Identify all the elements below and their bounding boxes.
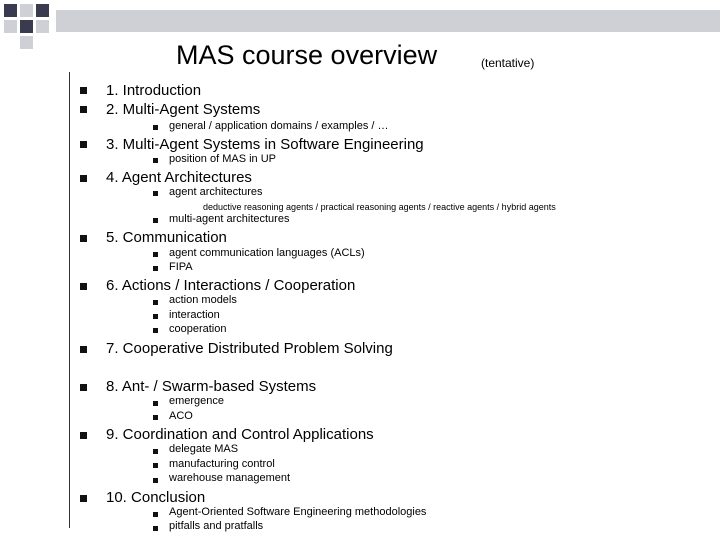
subtopic-item: delegate MAS — [169, 443, 239, 455]
topic-item: 9. Coordination and Control Applications — [106, 426, 374, 443]
topic-item: 10. Conclusion — [106, 489, 206, 506]
sub-bullet-icon — [153, 449, 158, 454]
sub-bullet-icon — [153, 252, 158, 257]
bullet-icon — [80, 495, 87, 502]
sub-bullet-icon — [153, 158, 158, 163]
sub-bullet-icon — [153, 191, 158, 196]
sub-bullet-icon — [153, 401, 158, 406]
subtopic-item: position of MAS in UP — [169, 153, 276, 165]
subtopic-item: emergence — [169, 395, 225, 407]
sub-bullet-icon — [153, 478, 158, 483]
sub-bullet-icon — [153, 314, 158, 319]
bullet-icon — [80, 432, 87, 439]
subtopic-item: cooperation — [169, 323, 227, 335]
topic-item: 8. Ant- / Swarm-based Systems — [106, 378, 317, 395]
subtopic-item: ACO — [169, 410, 193, 422]
sub-bullet-icon — [153, 266, 158, 271]
topic-item: 4. Agent Architectures — [106, 169, 252, 186]
decor-square — [36, 20, 49, 33]
subtopic-item: interaction — [169, 309, 220, 321]
subtopic-item: agent communication languages (ACLs) — [169, 247, 365, 259]
bullet-icon — [80, 106, 87, 113]
subtopic-item: agent architectures — [169, 186, 263, 198]
sub-bullet-icon — [153, 300, 158, 305]
sub-bullet-icon — [153, 125, 158, 130]
bullet-icon — [80, 346, 87, 353]
sub-bullet-icon — [153, 328, 158, 333]
page-title: MAS course overview — [176, 40, 438, 70]
bullet-icon — [80, 175, 87, 182]
subtopic-item: multi-agent architectures — [169, 213, 290, 225]
subtopic-item: manufacturing control — [169, 458, 275, 470]
topic-item: 2. Multi-Agent Systems — [106, 101, 261, 118]
topic-item: 7. Cooperative Distributed Problem Solving — [106, 340, 393, 357]
decor-square — [20, 36, 33, 49]
topic-item: 5. Communication — [106, 229, 227, 246]
subtopic-detail: deductive reasoning agents / practical reasoning agents / reactive agents / hybrid agents — [203, 202, 556, 212]
subtopic-item: FIPA — [169, 261, 193, 273]
decor-square — [36, 4, 49, 17]
left-rule — [69, 72, 70, 528]
decor-square — [20, 20, 33, 33]
subtopic-item: warehouse management — [169, 472, 291, 484]
topic-item: 1. Introduction — [106, 82, 202, 99]
decor-square — [4, 20, 17, 33]
decor-square — [20, 4, 33, 17]
subtopic-item: action models — [169, 294, 237, 306]
bullet-icon — [80, 235, 87, 242]
subtopic-item: pitfalls and pratfalls — [169, 520, 264, 532]
sub-bullet-icon — [153, 512, 158, 517]
bullet-icon — [80, 87, 87, 94]
topic-item: 3. Multi-Agent Systems in Software Engineering — [106, 136, 424, 153]
bullet-icon — [80, 384, 87, 391]
sub-bullet-icon — [153, 463, 158, 468]
sub-bullet-icon — [153, 526, 158, 531]
topic-item: 6. Actions / Interactions / Cooperation — [106, 277, 356, 294]
subtopic-item: general / application domains / examples / … — [169, 120, 389, 132]
subtopic-item: Agent-Oriented Software Engineering methodologies — [169, 506, 427, 518]
bullet-icon — [80, 283, 87, 290]
sub-bullet-icon — [153, 218, 158, 223]
sub-bullet-icon — [153, 415, 158, 420]
header-bar — [56, 10, 720, 32]
bullet-icon — [80, 141, 87, 148]
page-subtitle: (tentative) — [481, 56, 535, 70]
decor-square — [4, 4, 17, 17]
